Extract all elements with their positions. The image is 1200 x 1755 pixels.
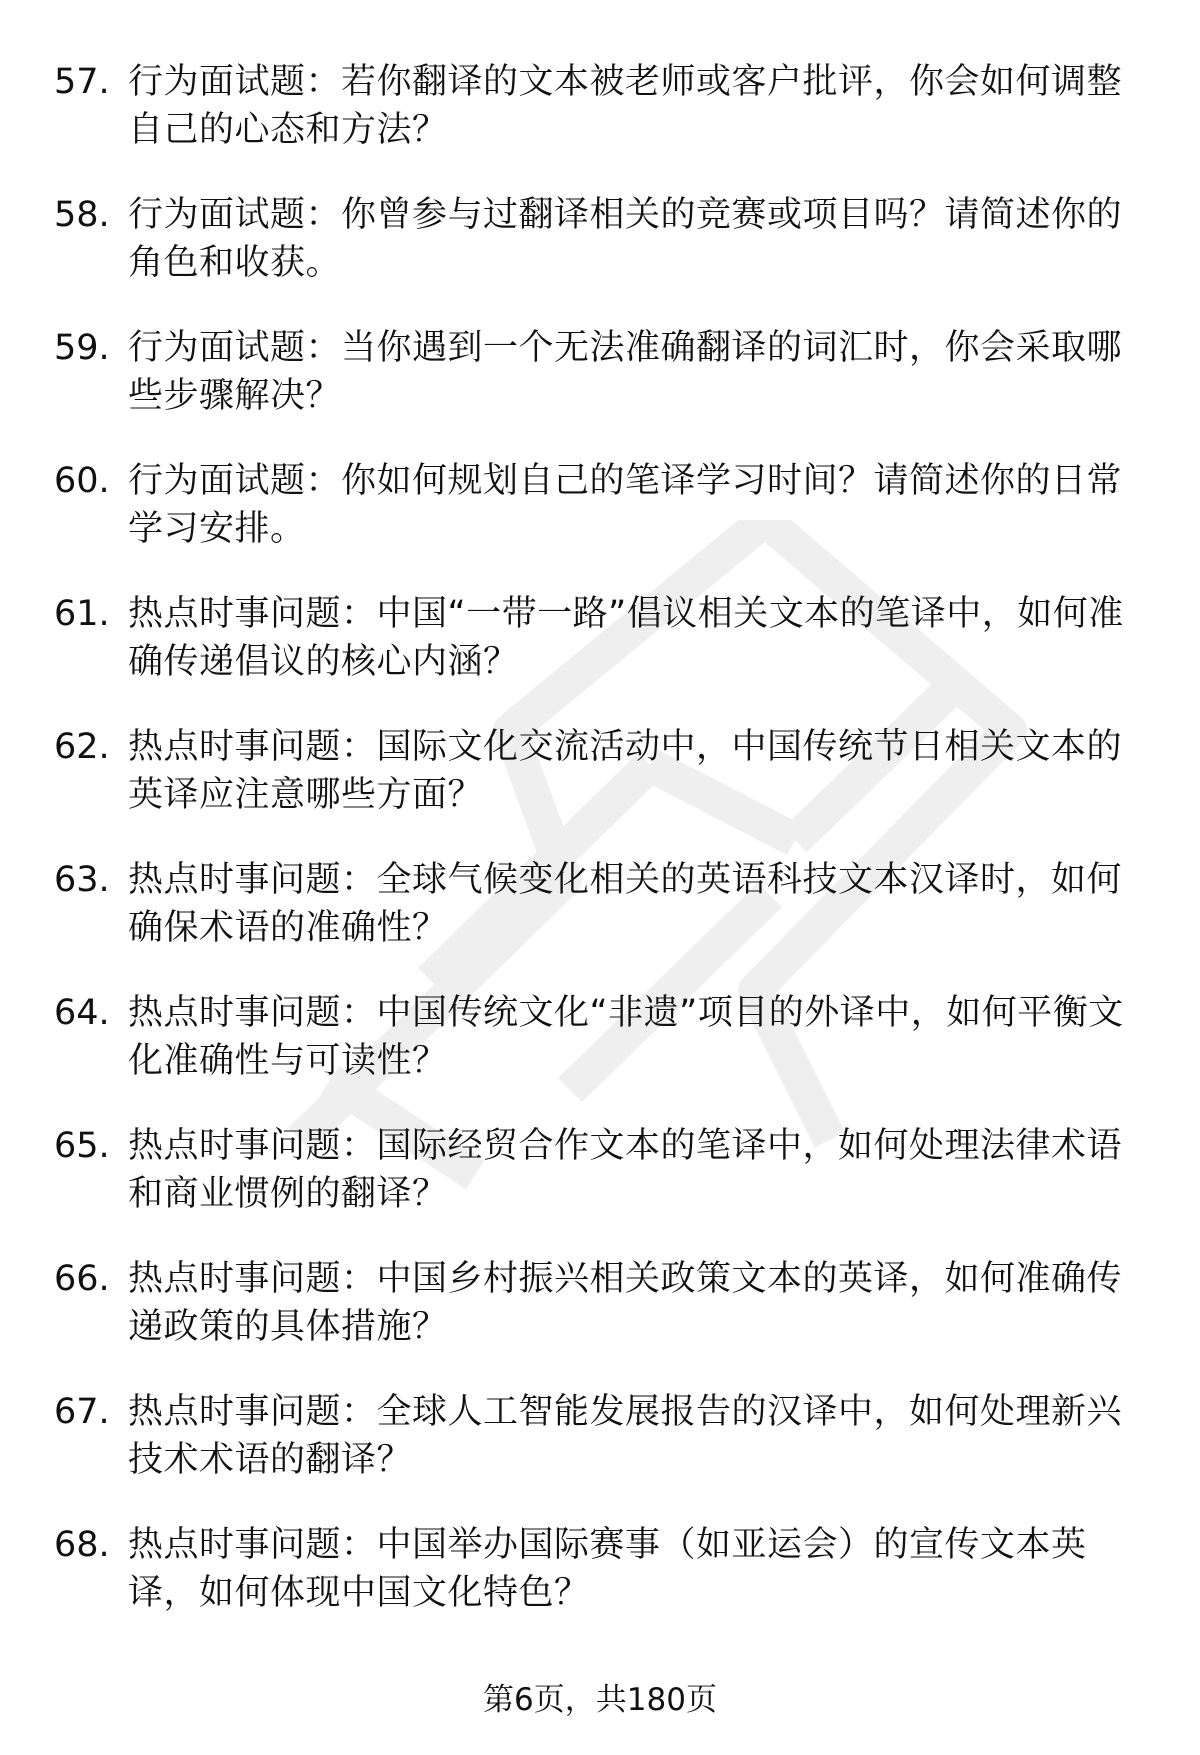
question-number: 61. [54,594,110,634]
list-item [0,723,1200,856]
question-text: 热点时事问题：国际经贸合作文本的笔译中，如何处理法律术语和商业惯例的翻译？ [128,1126,1123,1214]
list-item [0,856,1200,989]
list-item [0,989,1200,1122]
list-item [0,1388,1200,1521]
question-number: 60. [54,461,110,501]
question-number: 57. [54,62,110,102]
list-item [0,1122,1200,1255]
question-text: 热点时事问题：全球气候变化相关的英语科技文本汉译时，如何确保术语的准确性？ [128,860,1123,948]
question-text: 热点时事问题：国际文化交流活动中，中国传统节日相关文本的英译应注意哪些方面？ [128,727,1123,815]
question-list [0,58,1200,1654]
list-item [0,1255,1200,1388]
question-text: 行为面试题：若你翻译的文本被老师或客户批评，你会如何调整自己的心态和方法？ [128,62,1123,150]
list-item [0,1521,1200,1654]
question-text: 热点时事问题：全球人工智能发展报告的汉译中，如何处理新兴技术术语的翻译？ [128,1392,1123,1480]
question-number: 62. [54,727,110,767]
question-number: 58. [54,195,110,235]
question-text: 热点时事问题：中国举办国际赛事（如亚运会）的宣传文本英译，如何体现中国文化特色？ [128,1525,1087,1613]
question-text: 行为面试题：你曾参与过翻译相关的竞赛或项目吗？请简述你的角色和收获。 [128,195,1123,283]
list-item [0,324,1200,457]
page-footer [0,1678,1200,1722]
question-text: 热点时事问题：中国传统文化“非遗”项目的外译中，如何平衡文化准确性与可读性？ [128,993,1124,1081]
question-text: 行为面试题：你如何规划自己的笔译学习时间？请简述你的日常学习安排。 [128,461,1123,549]
question-text: 热点时事问题：中国乡村振兴相关政策文本的英译，如何准确传递政策的具体措施？ [128,1259,1123,1347]
question-number: 63. [54,860,110,900]
question-number: 68. [54,1525,110,1565]
list-item [0,191,1200,324]
question-text: 行为面试题：当你遇到一个无法准确翻译的词汇时，你会采取哪些步骤解决？ [128,328,1123,416]
list-item [0,457,1200,590]
question-number: 59. [54,328,110,368]
list-item [0,58,1200,191]
question-number: 66. [54,1259,110,1299]
question-text: 热点时事问题：中国“一带一路”倡议相关文本的笔译中，如何准确传递倡议的核心内涵？ [128,594,1124,682]
question-number: 64. [54,993,110,1033]
page-number-label: 第6页，共180页 [483,1682,717,1718]
question-number: 65. [54,1126,110,1166]
question-number: 67. [54,1392,110,1432]
list-item [0,590,1200,723]
